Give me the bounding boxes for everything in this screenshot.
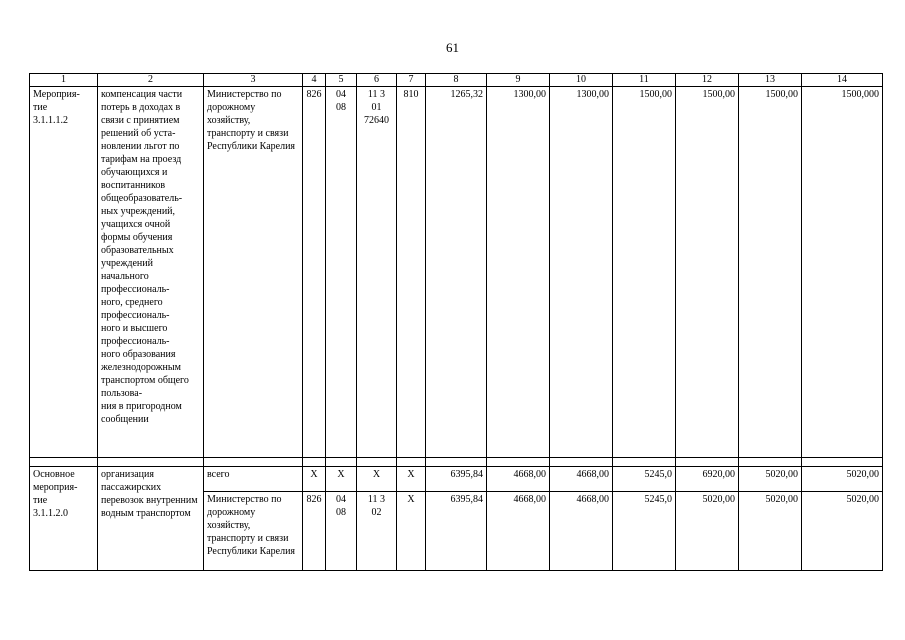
- target-article-code: 11 3 01 72640: [357, 87, 397, 458]
- measure-description: компенсация части потерь в доходах в связи с принятием решений об уста- новлении льгот по тарифам на проезд обучающихся и воспитанников общеобразователь- ных учреждений, учащихся очной формы обучения образовательных учреждений начального профессиональ- ного, среднего профессиональ- ного и высшего профессиональ- ного образования железнодорожным транспортом общего пользова- ния в пригородном сообщении: [98, 87, 204, 458]
- grbs-code: 826: [303, 492, 326, 571]
- amount-cell: 4668,00: [550, 492, 613, 571]
- column-header: 5: [326, 74, 357, 87]
- amount-cell: 4668,00: [487, 492, 550, 571]
- expense-type-code: X: [397, 492, 426, 571]
- amount-cell: 1300,00: [550, 87, 613, 458]
- amount-cell: 1500,00: [613, 87, 676, 458]
- amount-cell: 1300,00: [487, 87, 550, 458]
- column-header: 1: [30, 74, 98, 87]
- expense-type-code: 810: [397, 87, 426, 458]
- responsible-executor: всего: [204, 467, 303, 492]
- amount-cell: 6395,84: [426, 492, 487, 571]
- column-header: 4: [303, 74, 326, 87]
- amount-cell: 5020,00: [739, 467, 802, 492]
- column-header: 13: [739, 74, 802, 87]
- section-code: X: [326, 467, 357, 492]
- grbs-code: X: [303, 467, 326, 492]
- amount-cell: 1265,32: [426, 87, 487, 458]
- page-number: 61: [446, 40, 459, 55]
- table-row: [30, 467, 883, 492]
- column-header: 12: [676, 74, 739, 87]
- column-header: 10: [550, 74, 613, 87]
- section-code: 04 08: [326, 492, 357, 571]
- column-header: 2: [98, 74, 204, 87]
- column-header: 7: [397, 74, 426, 87]
- measure-code: Мероприя- тие 3.1.1.1.2: [30, 87, 98, 458]
- amount-cell: 5020,00: [676, 492, 739, 571]
- amount-cell: 5020,00: [739, 492, 802, 571]
- measure-code: Основное мероприя- тие 3.1.1.2.0: [30, 467, 98, 571]
- row-spacer: [30, 458, 883, 467]
- amount-cell: 4668,00: [487, 467, 550, 492]
- budget-table: [29, 73, 883, 571]
- column-header: 11: [613, 74, 676, 87]
- amount-cell: 5020,00: [802, 492, 883, 571]
- expense-type-code: X: [397, 467, 426, 492]
- table-row: [30, 87, 883, 458]
- column-header: 6: [357, 74, 397, 87]
- responsible-executor: Министерство по дорожному хозяйству, транспорту и связи Республики Карелия: [204, 492, 303, 571]
- grbs-code: 826: [303, 87, 326, 458]
- column-number-row: [30, 74, 883, 87]
- column-header: 9: [487, 74, 550, 87]
- amount-cell: 5020,00: [802, 467, 883, 492]
- column-header: 8: [426, 74, 487, 87]
- amount-cell: 5245,0: [613, 467, 676, 492]
- responsible-executor: Министерство по дорожному хозяйству, транспорту и связи Республики Карелия: [204, 87, 303, 458]
- target-article-code: X: [357, 467, 397, 492]
- amount-cell: 1500,000: [802, 87, 883, 458]
- column-header: 14: [802, 74, 883, 87]
- target-article-code: 11 3 02: [357, 492, 397, 571]
- amount-cell: 4668,00: [550, 467, 613, 492]
- amount-cell: 1500,00: [739, 87, 802, 458]
- measure-description: организация пассажирских перевозок внутренним водным транспортом: [98, 467, 204, 571]
- amount-cell: 6395,84: [426, 467, 487, 492]
- amount-cell: 6920,00: [676, 467, 739, 492]
- amount-cell: 1500,00: [676, 87, 739, 458]
- section-code: 04 08: [326, 87, 357, 458]
- amount-cell: 5245,0: [613, 492, 676, 571]
- column-header: 3: [204, 74, 303, 87]
